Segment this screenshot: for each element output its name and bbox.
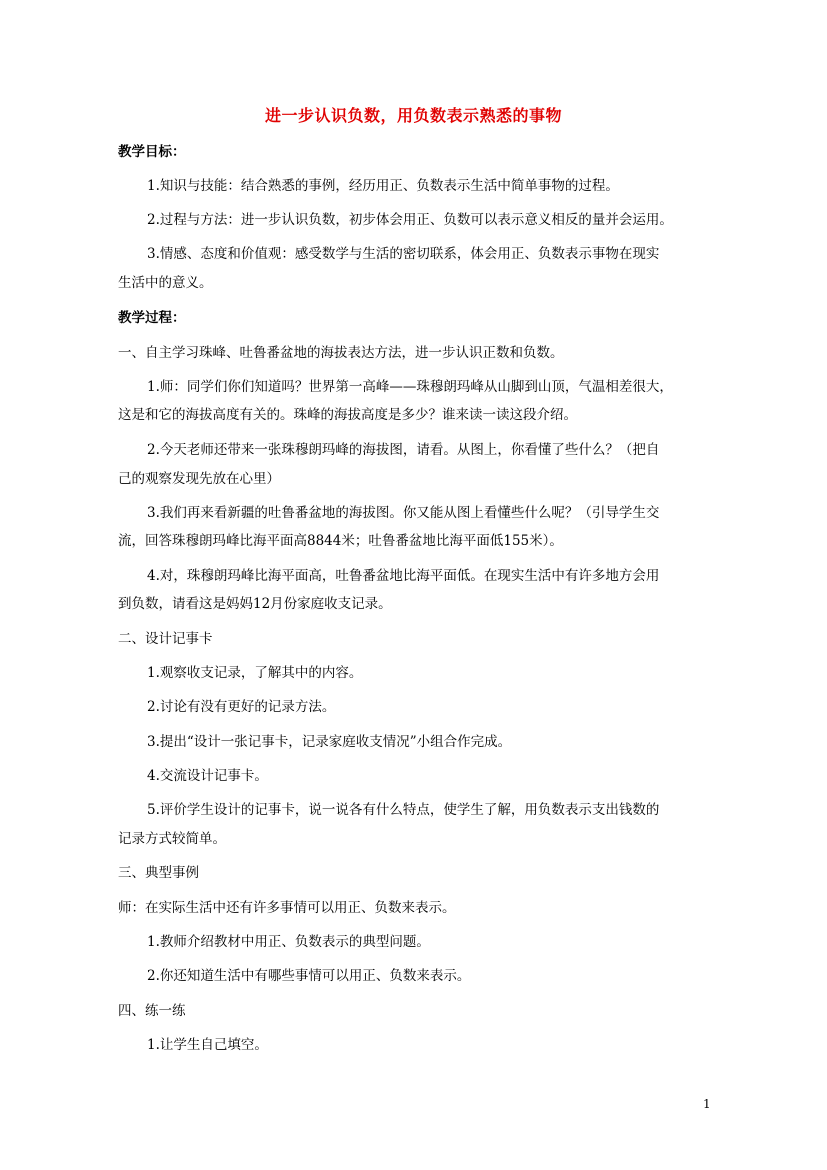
- section-3-item-1: 1.教师介绍教材中用正、负数表示的典型问题。: [147, 934, 430, 950]
- section-2-item-3: 3.提出“设计一张记事卡，记录家庭收支情况”小组合作完成。: [147, 734, 512, 750]
- section-1-item-3-line-1: 3.我们再来看新疆的吐鲁番盆地的海拔图。你又能从图上看懂些什么呢？（引导学生交: [147, 505, 660, 521]
- section-1-item-4-line-2: 到负数，请看这是妈妈12月份家庭收支记录。: [118, 596, 392, 612]
- section-1-heading: 一、自主学习珠峰、吐鲁番盆地的海拔表达方法，进一步认识正数和负数。: [118, 345, 564, 361]
- section-4-item-1: 1.让学生自己填空。: [147, 1037, 268, 1053]
- section-2-heading: 二、设计记事卡: [118, 631, 213, 647]
- section-2-item-5-line-2: 记录方式较简单。: [118, 831, 226, 847]
- goal-2: 2.过程与方法：进一步认识负数，初步体会用正、负数可以表示意义相反的量并会运用。: [147, 212, 673, 228]
- goal-3-line-2: 生活中的意义。: [118, 275, 213, 291]
- goal-1: 1.知识与技能：结合熟悉的事例，经历用正、负数表示生活中简单事物的过程。: [147, 178, 619, 194]
- section-2-item-5-line-1: 5.评价学生设计的记事卡，说一说各有什么特点，使学生了解，用负数表示支出钱数的: [147, 802, 660, 818]
- section-4-heading: 四、练一练: [118, 1003, 186, 1019]
- process-heading: 教学过程：: [118, 310, 186, 326]
- section-3-item-2: 2.你还知道生活中有哪些事情可以用正、负数来表示。: [147, 968, 471, 984]
- section-1-item-4-line-1: 4.对，珠穆朗玛峰比海平面高，吐鲁番盆地比海平面低。在现实生活中有许多地方会用: [147, 568, 660, 584]
- goals-heading: 教学目标：: [118, 144, 186, 160]
- section-3-heading: 三、典型事例: [118, 865, 199, 881]
- document-title: 进一步认识负数，用负数表示熟悉的事物: [264, 106, 562, 125]
- section-2-item-2: 2.讨论有没有更好的记录方法。: [147, 699, 336, 715]
- page-number: 1: [703, 1097, 711, 1111]
- section-2-item-1: 1.观察收支记录，了解其中的内容。: [147, 665, 363, 681]
- section-1-item-3-line-2: 流，回答珠穆朗玛峰比海平面高8844米；吐鲁番盆地比海平面低155米）。: [118, 533, 563, 549]
- section-3-intro: 师：在实际生活中还有许多事情可以用正、负数来表示。: [118, 900, 456, 916]
- goal-3-line-1: 3.情感、态度和价值观：感受数学与生活的密切联系，体会用正、负数表示事物在现实: [147, 246, 660, 262]
- section-1-item-1-line-1: 1.师：同学们你们知道吗？世界第一高峰——珠穆朗玛峰从山脚到山顶，气温相差很大，: [147, 379, 673, 395]
- section-1-item-2-line-1: 2.今天老师还带来一张珠穆朗玛峰的海拔图，请看。从图上，你看懂了些什么？（把自: [147, 442, 660, 458]
- section-2-item-4: 4.交流设计记事卡。: [147, 768, 268, 784]
- section-1-item-2-line-2: 己的观察发现先放在心里）: [118, 471, 280, 487]
- section-1-item-1-line-2: 这是和它的海拔高度有关的。珠峰的海拔高度是多少？谁来读一读这段介绍。: [118, 407, 577, 423]
